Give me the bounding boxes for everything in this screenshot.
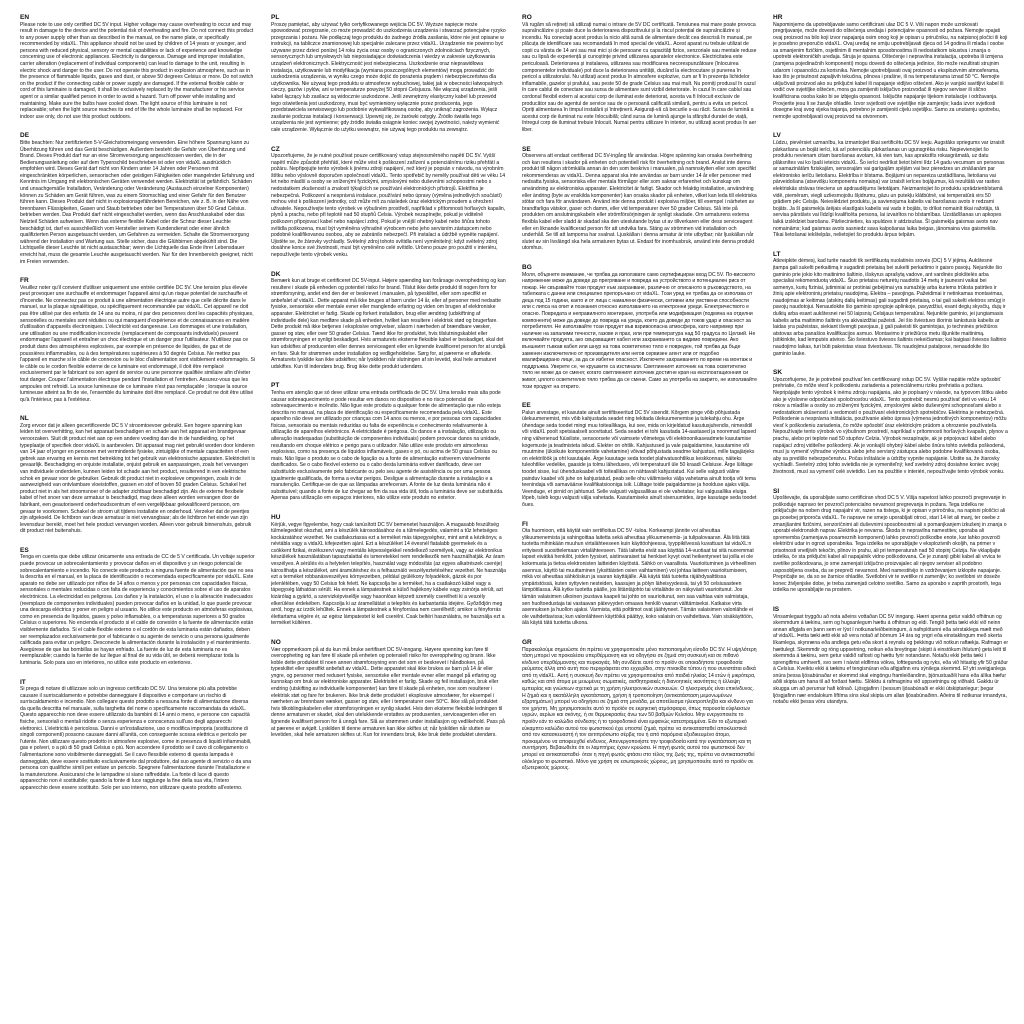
- safety-text: Vinsamlegast tryggðu að nota aðeins vottaðan DC 5V inngang. Hærri spenna getur valdið ofhitnun og skemmdum á tækinu, sem og hugsanlegum hættu á ofhitnun og eldi. Tengið þetta tæki ekki við neinn annan aflgjafa en þann sem er lýst í notkunarleiðbeiningum, á nafnplötunni eða sérstaklega mælt með af vidaXL. Þetta tæki ætti ekki að vera notað af börnum 14 ára og yngri eða einstaklingum með skerta líkamlega, skynræna eða andlega getu eða skort á reynslu og þekkingu við notkun raftækja. Rafmagn er hættulegt. Skemmdir og röng uppsetning, notkun eða breytingar (skipti á einstökum íhlutum) geta leitt til skemmda á tækinu, sem getur valdið raflosti og hættu fyrir notandann. Notaðu ekki þetta tæki í sprengifimu umhverfi, svo sem í návist eldfimra vökva, lofttegunda og ryks, eða við hitastig yfir 50 gráður á Celsíus. Kveiktu ekki á tækinu ef tengisnúran eða aflgjafinn eru sýnilega skemmd. Ef ytri sveigjanlega snúra þessa ljósabúnaðar er skemmd skal eingöngu framleiðandinn, þjónustuaðili hans eða álíka hæfur aðili skipta um hana til að forðast hættu. Slökktu á rafmagninu við uppsetningu og viðhald. Gakktu úr skugga um að perurnar hafi kólnað. Ljósgjafinn í þessum ljósabúnaði er ekki útskiptanlegur; þegar ljósgjafinn nær endalokum líftíma síns skal skipta um allan ljósabúnaðinn. Aðeins til notkunar innandyra, notaðu ekki þessa vöru utandyra.: [773, 613, 1008, 706]
- lang-section-si: [773, 488, 1008, 594]
- lang-code: SE: [522, 145, 531, 153]
- safety-text: Observera att endast certifierad DC 5V-ingång får användas. Högre spänning kan orsaka överhettning och kan resultera i skador på enheten och potentiell risk för överhettning och brand. Anslut inte denna produkt till någon strömkälla annan än den som beskrivs i manualen, på namnskylten eller som specifikt rekommenderas av vidaXL. Denna apparat ska inte användas av barn under 14 år eller personer med nedsatta fysiska, sensoriska eller mentala förmågor eller som saknar erfarenhet och kunskap om användning av elektroniska apparater. Elektricitet är farligt. Skador och felaktig installation, användning eller ändring (byte av enskilda komponenter) kan orsaka skador på enheten, vilket kan leda till elektriska stötar och fara för användaren. Använd inte denna produkt i explosiva miljöer, till exempel i närheten av brandfarliga vätskor, gaser och damm, eller vid temperaturer över 50 grader Celsius. Slå inte på produkten om anslutningskabeln eller strömförsörjningen är synligt skadade. Om armaturens externa flexibla kabel eller sladd är skadad ska den uteslutande bytas ut av tillverkaren eller dess serviceagent eller en liknande kvalificerad person för att undvika fara. Stäng av strömmen vid installation och underhåll. Se till att lamporna har svalnat. Ljuskällan i denna armatur är inte utbytbar; när ljuskällan når slutet av sin livslängd ska hela armaturen bytas ut. Endast för inomhusbruk, använd inte denna produkt utomhus.: [522, 153, 757, 252]
- lang-code: PL: [271, 14, 280, 21]
- lang-section-bg: [522, 264, 757, 390]
- lang-section-de: [20, 132, 255, 265]
- safety-text: Παρακαλούμε σημειώστε ότι πρέπει να χρησιμοποιείτε μόνο πιστοποιημένη είσοδο DC 5V. Η υψηλότερη τάση μπορεί να προκαλέσει υπερθέρμανση και να οδηγήσει σε ζημιά στη συσκευή και σε πιθανό κίνδυνο υπερθέρμανσης και πυρκαγιάς. Μη συνδέετε αυτό το προϊόν σε οποιαδήποτε τροφοδοσία ρεύματος άλλη από αυτή που περιγράφεται στο εγχειρίδιο, στην πινακίδα τύπου ή που συνιστάται ειδικά από τη vidaXL. Αυτή η συσκευή δεν πρέπει να χρησιμοποιείται από παιδιά ηλικίας 14 ετών ή μικρότερα, καθώς και από άτομα με μειωμένες σωματικές, αισθητηριακές ή διανοητικές ικανότητες ή έλλειψη εμπειρίας και γνώσεων σχετικά με τη χρήση ηλεκτρονικών συσκευών. Ο ηλεκτρισμός είναι επικίνδυνος. Η ζημιά και η ακατάλληλη εγκατάσταση, χρήση ή τροποποίηση (αντικατάσταση μεμονωμένων εξαρτημάτων) μπορεί να οδηγήσει σε ζημιά στη μονάδα, με αποτέλεσμα ηλεκτροπληξία και κίνδυνο για τον χρήστη. Μη χρησιμοποιείτε αυτό το προϊόν σε εκρηκτική ατμόσφαιρα, όπως παρουσία εύφλεκτων υγρών, αερίων και σκόνης, ή σε θερμοκρασίες άνω των 50 βαθμών Κελσίου. Μην ενεργοποιείτε το προϊόν εάν το καλώδιο σύνδεσης ή το τροφοδοτικό είναι εμφανώς κατεστραμμένα. Εάν το εξωτερικό εύκαμπτο καλώδιο αυτού του φωτιστικού έχει υποστεί ζημιά, πρέπει να αντικατασταθεί αποκλειστικά από τον κατασκευαστή ή τον αντιπρόσωπο σέρβις του ή από παρόμοια εξειδικευμένο άτομο, προκειμένου να αποφευχθεί κίνδυνος. Απενεργοποιήστε την τροφοδοσία κατά την εγκατάσταση και τη συντήρηση. Βεβαιωθείτε ότι οι λαμπτήρες έχουν κρυώσει. Η πηγή φωτός αυτού του φωτιστικού δεν μπορεί να αντικατασταθεί· όταν η πηγή φωτός φτάσει στο τέλος της ζωής της, πρέπει να αντικατασταθεί ολόκληρο το φωτιστικό. Μόνο για χρήση σε εσωτερικούς χώρους, μη χρησιμοποιείτε αυτό το προϊόν σε εξωτερικούς χώρους.: [522, 646, 757, 772]
- lang-section-gr: [522, 639, 757, 772]
- lang-section-hr: [773, 14, 1008, 120]
- lang-section-ee: [522, 402, 757, 508]
- lang-code: BG: [522, 264, 532, 271]
- safety-text: Kérjük, vegye figyelembe, hogy csak tanúsított DC 5V bemenetet használjon. A magasabb feszültség túlmelegedést okozhat, ami a készülék károsodásához és a túlmelegedés, valamint a tűz lehetséges kockázatához vezethet. Ne csatlakoztassa ezt a terméket más tápegységhez, mint amit a kézikönyv, a névtábla vagy a vidaXL kifejezetten ajánl. Ezt a készüléket 14 évesnél fiatalabb gyermekek és a csökkent fizikai, érzékszervi vagy mentális képességekkel rendelkező személyek, vagy az elektronikus készülékek használatában tapasztalattal és ismeretekkel nem rendelkezők nem használhatják. Az áram veszélyes. A sérülés és a helytelen telepítés, használat vagy módosítás (az egyes alkatrészek cseréje) károsíthatja a készüléket, ami áramütéshez és a felhasználó veszélyeztetéséhez vezethet. Ne használja ezt a terméket robbanásveszélyes környezetben, például gyúlékony folyadékok, gázok és por jelenlétében, vagy 50 Celsius fok felett. Ne kapcsolja be a terméket, ha a csatlakozó kábel vagy a tápegység láthatóan sérült. Ha ennek a lámpatestnek a külső hajlékony kábele vagy zsinórja sérült, azt kizárólag a gyártó, a szervizképviselője vagy hasonlóan képzett személy cserélheti ki a veszély elkerülése érdekében. Kapcsolja ki az áramellátást a telepítés és karbantartás idejére. Győződjön meg arról, hogy az izzók lehűltek. Ennek a lámpatestnek a fényforrása nem cserélhető; amikor a fényforrás élettartama végére ér, az egész lámpatestet ki kell cserélni. Csak beltéri használatra, ne használja ezt a terméket kültéren.: [271, 521, 506, 627]
- lang-section-is: [773, 606, 1008, 706]
- lang-section-hu: [271, 514, 506, 627]
- lang-code: IS: [773, 606, 780, 614]
- lang-section-sk: [773, 369, 1008, 475]
- lang-code: EE: [522, 402, 531, 410]
- safety-text: Bitte beachten: Nur zertifizierten 5-V-Gleichstromeingang verwenden. Eine höhere Spannung kann zu Überhitzung führen und das Gerät beschädigen. Außerdem besteht die Gefahr von Überhitzung und Brand. Dieses Produkt darf nur an eine Stromversorgung angeschlossen werden, die in der Bedienungsanleitung oder auf dem Typenschild beschrieben ist oder von vidaXL ausdrücklich empfohlen wird. Dieses Gerät darf nicht von Kindern unter 14 Jahren oder Personen mit eingeschränkten körperlichen, sensorischen oder geistigen Fähigkeiten oder mangelnder Erfahrung und Kenntnis im Umgang mit elektronischen Geräten verwendet werden. Elektrizität ist gefährlich. Schäden und unsachgemäße Installation, Veränderung oder Veränderung (Austausch einzelner Komponenten) können zu Schäden am Gerät führen, was zu einem Stromschlag und einer Gefahr für den Benutzer führen kann. Dieses Produkt darf nicht in explosionsgefährdeten Bereichen, wie z. B. in der Nähe von brennbaren Flüssigkeiten, Gasen und Staub betrieben oder bei Temperaturen über 50 Grad Celsius. betrieben werden. Das Produkt darf nicht eingeschaltet werden, wenn das Anschlusskabel oder das Netzteil Schäden aufweisen. Wenn das externe flexible Kabel oder die Schnur dieser Leuchte beschädigt ist, darf es ausschließlich vom Hersteller seinem Kundendienst oder einer ähnlich qualifizierten Person ausgetauscht werden, um Gefahren zu vermeiden. Schalte die Stromversorgung während der Installation und Wartung aus. Stelle sicher, dass die Glühbirnen abgekühlt sind. Die Lichtquelle dieser Leuchte ist nicht austauschbar; wenn die Lichtquelle das Ende ihrer Lebensdauer erreicht hat, muss die gesamte Leuchte ausgetauscht werden. Nur für den Innenbereich geeignet, nicht im Freien verwenden.: [20, 139, 255, 265]
- lang-code: HU: [271, 514, 281, 521]
- lang-code: NO: [271, 639, 281, 646]
- lang-section-ro: [522, 14, 757, 134]
- lang-section-pt: [271, 382, 506, 502]
- safety-text: Ota huomioon, että käytät vain sertifioitua DC 5V -tuloa. Korkeampi jännite voi aiheuttaa ylikuumenemista ja vahingoittaa laitetta sekä aiheuttaa ylikuumenemis- ja tulipalovaaran. Älä liitä tätä tuotetta mihinkään muuhun virtalähteeseen kuin käyttöohjeessa, tyyppikilvessä kuvattuun tai vidaXL:n erityisesti suosittelemaan virtalähteeseen. Tätä laitetta eivät saa käyttää 14-vuotiaat tai sitä nuoremmat lapset eivätkä henkilöt, joiden fyysiset, aistinvaraiset tai henkiset kyvyt ovat heikentyneet tai joilla ei ole kokemusta ja tietoa elektronisten laitteiden käytöstä. Sähkö on vaarallista. Vaurioituminen ja virheellinen asennus, käyttö tai muuttaminen (yksittäisten osien vaihtaminen) voi johtaa laitteen vaurioitumiseen, mikä voi aiheuttaa sähköiskun ja vaaran käyttäjälle. Älä käytä tätä tuotetta räjähdysalttiissa ympäristössä, kuten syttyvien nesteiden, kaasujen ja pölyn läheisyydessä, tai yli 50 celsiusasteen lämpötilassa. Älä kytke tuotetta päälle, jos liitäntäjohto tai virtalähde on näkyvästi vaurioitunut. Jos tämän valaisimen ulkoinen joustava kaapeli tai johto on vaurioitunut, sen saa vaihtaa vain valmistaja, sen huoltoedustaja tai vastaavan pätevyyden omaava henkilö vaaran välttämiseksi. Katkaise virta asennuksen ja huollon ajaksi. Varmista, että polttimot ovat jäähtyneet. Tämän valaisimen valonlähde ei ole vaihdettavissa; kun valonlähteen käyttöikä päättyy, koko valaisin on vaihdettava. Vain sisäkäyttöön, älä käytä tätä tuotetta ulkona.: [522, 528, 757, 627]
- safety-text: Zorg ervoor dat je alleen gecertificeerde DC 5 V stroomtoevoer gebruikt. Een hogere spanning kan leiden tot oververhitting, kan het apparaat beschadigen en schade aan het apparaat en brandgevaar veroorzaken. Sluit dit product niet aan op een andere voeding dan die in de handleiding, op het typeplaatje of specifiek door vidaXL is aanbevolen. Dit apparaat mag niet gebruikt worden door kinderen van 14 jaar of jonger en personen met verminderde fysieke, zintuiglijke of mentale capaciteiten of een gebrek aan ervaring en kennis met betrekking tot het gebruik van elektronische apparaten. Elektriciteit is gevaarlijk. Beschadiging en onjuiste installatie, onjuist gebruik en aanpassingen, zoals het vervangen van individuele onderdelen, kunnen leiden tot schade aan het product, resulterend in een elektrische schok en gevaar voor de gebruiker. Gebruik dit product niet in explosieve omgevingen, zoals in de aanwezigheid van ontvlambare vloeistoffen, gassen en stof of boven 50 graden Celsius. Schakel het product niet in als het stroomsnoer of de adapter zichtbaar beschadigd zijn. Als de externe flexibele kabel of het snoer van deze armatuur is beschadigd, mag deze alleen worden vervangen door de fabrikant, een geautoriseerd onderhoudscentrum of een vergelijkbaar gekwalificeerd persoon, om gevaar te voorkomen. Schakel de stroom uit tijdens installatie en onderhoud. Verzeker dat de peertjes zijn afgekoeld. De lichtbron van deze armatuur is niet vervangbaar; als de lichtbron het einde van zijn levensduur bereikt, moet het hele product vervangen worden. Alleen voor gebruik binnenshuis, gebruik dit product niet buitenshuis.: [20, 422, 255, 535]
- lang-code: NL: [20, 415, 29, 423]
- lang-section-se: [522, 146, 757, 252]
- safety-text: Veuillez noter qu'il convient d'utiliser uniquement une entrée certifiée DC 5V. Une tension plus élevée peut provoquer une surchauffe et endommager l'appareil ainsi qu'un risque potentiel de surchauffe et d'incendie. Ne connectez pas ce produit à une alimentation électrique autre que celle décrite dans le manuel, sur la plaque signalétique, ou spécifiquement recommandée par vidaXL. Cet appareil ne doit pas être utilisé par des enfants de 14 ans ou moins, ni par des personnes dont les capacités physiques, sensorielles ou mentales sont réduites ou qui manquent d'expérience et de connaissances en matière d'utilisation d'appareils électroniques. L'électricité est dangereuse. Les dommages et une installation, une utilisation ou une modification incorrecte (remplacement de composants individuels) peuvent endommager l'appareil et entraîner un choc électrique et un danger pour l'utilisateur. N'utilisez pas ce produit dans des atmosphères explosives, par exemple en présence de liquides, de gaz et de poussières inflammables, ou à des températures supérieures à 50 degrés Celsius. Ne mettez pas l'appareil en marche si le câble de connexion ou le bloc d'alimentation sont visiblement endommagés. Si le câble ou le cordon flexible externe de ce luminaire est endommagé, il doit être remplacé exclusivement par le fabricant ou son agent de service ou une personne qualifiée similaire afin d'éviter tout danger. Coupez l'alimentation électrique pendant l'installation et l'entretien. Assurez-vous que les ampoules ont refroidi. La source lumineuse de ce luminaire n'est pas remplaçable ; lorsque la source lumineuse atteint sa fin de vie, l'ensemble du luminaire doit être remplacé. Ce produit ne doit être utilisé qu'à l'intérieur, pas à l'extérieur.: [20, 284, 255, 403]
- lang-code: CZ: [271, 145, 280, 153]
- safety-text: Si prega di notare di utilizzare solo un ingresso certificato DC 5V. Una tensione più alta potrebbe causare il surriscaldamento e potrebbe danneggiare il dispositivo e comportare un rischio di surriscaldamento e incendio. Non collegare questo prodotto a nessuna fonte di alimentazione diversa da quella descritta nel manuale, sulla targhetta del nome o specificamente raccomandata da vidaXL. Questo apparecchio non deve essere utilizzato da bambini di 14 anni o meno, e persone con capacità fisiche, sensoriali o mentali ridotte o senza esperienza e conoscenza sull'uso degli apparecchi elettronici. L'elettricità è pericolosa. Danni e un'installazione, uso o modifica impropria (sostituzione di singoli componenti) possono causare danni all'unità, con conseguente scossa elettrica e pericolo per l'utente. Non utilizzare questo prodotto in atmosfere esplosive, come in presenza di liquidi infiammabili, gas e polveri, o a più di 50 gradi Celsius o più. Non accendere il prodotto se il cavo di collegamento o l'alimentazione sono visibilmente danneggiati. Se il cavo flessibile esterno di questa lampada è danneggiato, deve essere sostituito esclusivamente dal produttore, dal suo agente di servizio o da una persona con qualifiche simili per evitare un pericolo. Spegnere l'alimentazione durante l'installazione e la manutenzione. Assicurarsi che le lampadine si siano raffreddate. La fonte di luce di questo apparecchio non è sostituibile; quando la fonte di luce raggiunge la fine della sua vita, l'intero apparecchio deve essere sostituito. Solo per uso interno, non utilizzare questo prodotto all'esterno.: [20, 686, 252, 791]
- safety-text: Upozorňujeme, že je potrebné používať len certifikovaný vstup DC 5V. Vyššie napätie môže spôsobiť prehriatie, čo môže viesť k poškodeniu zariadenia a potenciálnemu riziku prehriatia a požiaru. Nepripájajte tento výrobok k inému zdroju napájania, ako je popísaný v návode, na typovom štítku alebo ako je výslovne odporúčané spoločnosťou vidaXL. Tento spotrebič nesmú používať deti vo veku 14 rokov a mladšie a osoby so zníženými fyzickými, zmyslovými alebo duševnými schopnosťami alebo s nedostatkom skúseností a vedomostí o používaní elektronických spotrebičov. Elektrina je nebezpečná. Poškodenie a nesprávna inštalácia, používanie alebo úprava (výmena jednotlivých komponentov) môžu viesť k poškodeniu zariadenia, čo môže spôsobiť úraz elektrickým prúdom a ohrozenie používateľa. Nepoužívajte tento výrobok vo výbušnom prostredí, napríklad v prítomnosti horľavých kvapalín, plynov a prachu, alebo pri teplote nad 50 stupňov Celzia. Výrobok nezapínajte, ak je pripojovací kábel alebo napájací zdroj viditeľne poškodený. Ak je vonkajší ohybný kábel alebo šnúra tohto svietidla poškodená, musí ju vymeniť výhradne výrobca alebo jeho servisný zástupca alebo podobne kvalifikovaná osoba, aby sa predišlo nebezpečenstvu. Počas inštalácie a údržby vypnite napájanie. Uistite sa, že žiarovky vychladli. Svetelný zdroj tohto svietidla nie je vymeniteľný; keď svetelný zdroj dosiahne koniec svojej životnosti, musí sa vymeniť celé svietidlo. Len na použitie v interiéri, nepoužívajte tento výrobok vonku.: [773, 376, 1008, 476]
- safety-text: Vă rugăm să rețineți să utilizați numai o intrare de 5V DC certificată. Tensiunea mai mare poate provoca supraîncălzire și poate duce la deteriorarea dispozitivului și la riscul potențial de supraîncălzire și incendiu. Nu conectați acest produs la nicio altă sursă de alimentare decât cea descrisă în manual, pe plăcuța de identificare sau recomandată în mod special de vidaXL. Acest aparat nu trebuie utilizat de copii cu vârsta de 14 ani sau mai mici și de persoane cu capacități fizice, senzoriale sau mentale reduse sau cu lipsă de experiență și cunoștințe privind utilizarea aparatelor electronice. Electricitatea este periculoasă. Deteriorarea și instalarea, utilizarea sau modificarea necorespunzătoare (înlocuirea componentelor individuale) pot duce la deteriorarea unității, ducând la electrocutare și punerea în pericol a utilizatorului. Nu utilizați acest produs în atmosfere explozive, cum ar fi în prezența lichidelor inflamabile, gazelor și prafului, sau peste 50 de grade Celsius sau mai mult. Nu porniți produsul în cazul în care cablul de conectare sau sursa de alimentare sunt vizibil deteriorate. În cazul în care cablul sau cordonul flexibil extern al acestui corp de iluminat este deteriorat, acesta va fi înlocuit exclusiv de producător sau de agentul de service sau de o persoană calificată similară, pentru a evita un pericol. Opriți alimentarea în timpul instalării și întreținerii. Asigurați-vă că becurile s-au răcit. Sursa de lumină a acestui corp de iluminat nu este înlocuibilă; când sursa de lumină ajunge la sfârșitul duratei de viață, întregul corp de iluminat trebuie înlocuit. Numai pentru utilizare în interior, nu utilizați acest produs în aer liber.: [522, 21, 757, 133]
- lang-code: DE: [20, 132, 30, 140]
- column-4: [773, 14, 1008, 1012]
- safety-text: Napominjemo da upotrebljavate samo certificirani ulaz DC 5 V. Viši napon može uzrokovati pregrijavanje, može dovesti do oštećenja uređaja i potencijalne opasnosti od požara. Nemojte spajati ovaj proizvod na bilo koji izvor napajanja osim onog koji je opisan u priručniku, na natpisnoj pločici ili koji je posebno preporučio vidaXL. Ovaj uređaj ne smiju upotrebljavati djeca od 14 godina ili mlađa i osobe sa smanjenim fizičkim, osjetilnim ili mentalnim sposobnostima ili nedostatkom iskustva i znanja o upotrebi elektroničkih uređaja. Struja je opasna. Oštećenje i nepravilna instalacija, upotreba ili izmjena (zamjena pojedinačnih komponenti) mogu dovesti do oštećenja jedinice, što može rezultirati strujnim udarom i opasnošću za korisnika. Nemojte upotrebljavati ovaj proizvod u eksplozivnim atmosferama, kao što je prisutnost zapaljivih tekućina, plinova i prašine, ili na temperaturama iznad 50 °C. Nemojte uključivati proizvod ako su priključni kabel ili napajanje vidljivo oštećeni. Ako je vanjski savitljivi kabel ili vodič ove svjetiljke oštećen, mora ga zamijeniti isključivo proizvođač ili njegov serviser ili slično kvalificirana osoba kako bi se izbjegla opasnost. Isključite napajanje tijekom instalacije i održavanja. Provjerite jesu li se žarulje ohladile. Izvor svjetlosti ove svjetiljke nije zamjenjiv; kada izvor svjetlosti dosegne kraj svog vijeka trajanja, potrebno je zamijeniti cijelu svjetiljku. Samo za unutarnju upotrebu, nemojte upotrebljavati ovaj proizvod na otvorenom.: [773, 21, 1008, 120]
- safety-text: Vær oppmerksom på at du kun må bruke sertifisert DC 5V-inngang. Høyere spenning kan føre til overoppheting og kan føre til skade på enheten og potensiell risiko for overoppheting og brann. Ikke koble dette produktet til noen annen strømforsyning enn det som er beskrevet i håndboken, på typeskiltet eller spesifikt anbefalt av vidaXL. Dette apparatet skal ikke brukes av barn på 14 år eller yngre, og personer med redusert fysiske, sensoriske eller mentale evner eller mangel på erfaring og kunnskap om bruk av elektroniske apparater. Elektrisitet er farlig. Skade og feil installasjon, bruk eller endring (utskifting av individuelle komponenter) kan føre til skade på enheten, noe som resulterer i elektrisk støt og fare for brukeren. Ikke bruk dette produktet i eksplosive atmosfærer, for eksempel i nærheten av brennbare væsker, gasser og støv, eller i temperaturer over 50°C. Ikke slå på produktet hvis tilkoblingskabelen eller strømforsyningen er synlig skadet. Hvis den eksterne fleksible ledningen til denne armaturen er skadet, skal den utelukkende erstattes av produsenten, serviceagenten eller en lignende kvalifisert person for å unngå fare. Slå av strømmen under installasjon og vedlikehold. Pass på at pærene er avkjølt. Lyskilden til denne armaturen kan ikke skiftes ut; når lyskilden når slutten av levetiden, skal hele armaturen skiftes ut. Kun for innendørs bruk, ikke bruk dette produktet utendørs.: [271, 646, 505, 739]
- lang-section-it: [20, 679, 255, 792]
- safety-text: Palun arvestage, et kasutate ainult sertifitseeritud DC 5V sisendit. Kõrgem pinge võib põhjustada ülekuumenemist, mis võib kahjustada seadet ning tekitada ülekuumenemise ja tulekahju ohu. Ärge ühendage seda toodet mingi muu toiteallikaga, kui see, mida on kirjeldatud kasutusjuhendis, nimesildil või vidaXL poolt spetsiaalselt soovitatud. Seda seadet ei tohi kasutada 14-aastased ja nooremad lapsed ning vähenenud füüsiliste, sensoorsete või vaimsete võimetega või elektroonikaseadmete kasutamise kogemuste ja teadmisteta isikud. Elekter on ohtlik. Kahjustused ja vale paigaldamine, kasutamine või muutmine (üksikute komponentide vahetamine) võivad põhjustada seadme kahjustusi, mille tagajärjeks on elektrilöök ja oht kasutajale. Ärge kasutage seda toodet plahvatusohtlikus keskkonnas, näiteks tuleohtlike vedelike, gaaside ja tolmu läheduses, või temperatuuril üle 50 kraadi Celsiuse. Ärge lülitage toodet sisse, kui ühenduskaabel või toiteallikas on nähtavalt kahjustatud. Kui selle valgusti väline painduv kaabel või juhe on kahjustatud, peab selle ohu vältimiseks välja vahetama ainult tootja või tema teenindaja või samaväärse kvalifikatsiooniga isik. Lülitage toide paigaldamise ja hoolduse ajaks välja. Veenduge, et pirnid on jahtunud. Selle valgusti valgusallikas ei ole vahetatav; kui valgusallika eluiga lõpeb, tuleb kogu valgusti välja vahetada. Kasutamiseks ainult siseruumides, ärge kasutage seda toodet õues.: [522, 409, 757, 508]
- lang-code: FR: [20, 277, 29, 285]
- safety-text: Proszę pamiętać, aby używać tylko certyfikowanego wejścia DC 5V. Wyższe napięcie może spowodować przegrzanie, co może prowadzić do uszkodzenia urządzenia i stwarzać potencjalne ryzyko przegrzania i pożaru. Nie podłączaj tego produktu do żadnego źródła zasilania, które nie jest opisane w instrukcji, na tabliczce znamionowej lub specjalnie zalecane przez vidaXL. Urządzenie nie powinno być używane przez dzieci poniżej 14 roku życia oraz osoby o ograniczonych zdolnościach fizycznych, sensorycznych lub umysłowych lub nieposiadające doświadczenia i wiedzy w zakresie użytkowania urządzeń elektronicznych. Elektryczność jest niebezpieczna. Uszkodzenie oraz nieprawidłowa instalacja, użytkowanie lub modyfikacja (wymiana poszczególnych elementów) mogą prowadzić do uszkodzenia urządzenia, w wyniku czego może dojść do porażenia prądem i niebezpieczeństwa dla użytkownika. Nie używaj tego produktu w atmosferze wybuchowej, takiej jak w obecności łatwopalnych cieczy, gazów i pyłów, ani w temperaturze powyżej 50 stopni Celsjusza. Nie włączaj urządzenia, jeśli kabel łączący lub zasilacz są widocznie uszkodzone. Jeśli zewnętrzny elastyczny kabel lub przewód tego oświetlenia jest uszkodzony, musi być wymieniony wyłącznie przez producenta, jego przedstawiciela serwisowego lub podobnie wykwalifikowaną osobę, aby uniknąć zagrożenia. Wyłącz zasilanie podczas instalacji i konserwacji. Upewnij się, że żarówki ostygły. Źródło światła tego urządzenia nie jest wymienne; gdy źródło światła osiągnie koniec swojej żywotności, należy wymienić całe urządzenie. Wyłącznie do użytku wewnątrz, nie używaj tego produktu na zewnątrz.: [271, 21, 506, 133]
- safety-text: Upoštevajte, da uporabljate samo certificiran vhod DC 5 V. Višja napetost lahko povzroči pregrevanje in poškoduje napravo ter povzroči potencialno nevarnost pregrevanja in požara. Tega izdelka ne priključujte na noben drug napajalni vir, razen na tistega, ki je opisan v priročniku, na napisni ploščici ali ga posebej priporoča vidaXL. Te naprave ne smejo uporabljati otroci, stari 14 let ali manj, ter osebe z zmanjšanimi fizičnimi, senzoričnimi ali duševnimi sposobnostmi ali s pomanjkanjem izkušenj in znanja o uporabi elektronskih naprav. Elektrika je nevarna. Škoda in nepravilna namestitev, uporaba ali sprememba (zamenjava posameznih komponent) lahko povzroči poškodbe enote, kar lahko povzroči električni udar in ogrozi uporabnika. Tega izdelka ne uporabljajte v eksplozivnih okoljih, na primer v prisotnosti vnetljivih tekočin, plinov in prahu, ali pri temperaturah nad 50 stopinj Celzija. Ne vklapljajte izdelka, če sta priključni kabel ali napajalnik vidno poškodovana. Če je zunanji gibki kabel ali vrvica te svetilke poškodovana, jo sme zamenjati izključno proizvajalec ali njegov serviser ali podobno usposobljena oseba, da se prepreči nevarnost. Med namestitvijo in vzdrževanjem izklopite napajanje. Prepričajte se, da so se žarnice ohladile. Svetlobni vir te svetilke ni zamenljiv; ko svetlobni vir doseže konec življenjske dobe, je treba zamenjati celotno svetilko. Samo za uporabo v zaprtih prostorih, tega izdelka ne uporabljajte na prostem.: [773, 495, 1007, 594]
- safety-text: Tenga en cuenta que debe utilizar únicamente una entrada de CC de 5 V certificada. Un voltaje superior puede provocar un sobrecalentamiento y provocar daños en el dispositivo y un riesgo potencial de sobrecalentamiento e incendio. No conecte este producto a ninguna fuente de alimentación que no sea la descrita en el manual, en la placa de identificación o recomendada específicamente por vidaXL. Este aparato no debe ser utilizado por niños de 14 años o menos y por personas con capacidades físicas, sensoriales o mentales reducidas o con falta de experiencia y conocimientos sobre el uso de aparatos electrónicos. La electricidad es peligrosa. Los daños y la instalación, el uso o la alteración inadecuados (reemplazo de componentes individuales) pueden provocar daños en la unidad, lo que puede provocar una descarga eléctrica y poner en peligro al usuario. No utilice este producto en atmósferas explosivas, como en presencia de líquidos, gases y polvo inflamables, o a temperaturas superiores a 50 grados Celsius o superiores. No encienda el producto si el cable de conexión o la fuente de alimentación están visiblemente dañados. Si el cable flexible externo o el cordón de esta luminaria están dañados, deben ser reemplazados exclusivamente por el fabricante o su agente de servicio o una persona igualmente calificada para evitar un peligro. Desconecte la alimentación durante la instalación y el mantenimiento. Asegúrese de que las bombillas se hayan enfriado. La fuente de luz de esta luminaria no es reemplazable; cuando la fuente de luz llegue al final de su vida útil, se deberá reemplazar toda la luminaria. Solo para uso en interiores, no utilice este producto en exteriores.: [20, 554, 255, 666]
- lang-section-lt: [773, 251, 1008, 357]
- lang-section-fi: [522, 521, 757, 627]
- lang-section-nl: [20, 415, 255, 535]
- lang-section-en: [20, 14, 255, 120]
- safety-text: Please note to use only certified DC 5V input. Higher voltage may cause overheating to occur and may result in damage to the device and the potential risk of overheating and fire. Do not connect this product to any power supply other than as described in the manual, on the name plate, or specifically recommended by vidaXL. This appliance should not be used by children of 14 years or younger, and persons with reduced physical, sensory or mental capabilities or lack of experience and knowledge concerning use of electronic appliances. Electricity is dangerous. Damage and improper installation, carrier alteration (replacement of individual components) can lead to damage to the unit, resulting in electric shock and danger to the user. Do not operate this product in explosion atmosphere, such as in the presence of flammable liquids, gases and dust, or above 50 degrees Celsius or more. Do not switch on the product if the connecting cable or power supply are damaged. If the external flexible cable or cord of this luminaire is damaged, it shall be exclusively replaced by the manufacturer or his service agent or a similar qualified person in order to avoid a hazard. Turn off power while installing and maintaining. Make sure the bulbs have cooled down. The light source of this luminaire is not replaceable; when the light source reaches its end of life the whole luminaire shall be replaced. For indoor use only, do not use this product outdoors.: [20, 21, 254, 120]
- column-3: [522, 14, 757, 1012]
- lang-code: EN: [20, 14, 30, 21]
- lang-code: FI: [522, 520, 528, 528]
- lang-section-dk: [271, 271, 506, 371]
- safety-text: Bemærk kun at bruge et certificeret DC 5V-input. Højere spænding kan forårsage overophedning og kan resultere i skade på enheden og potentiel risiko for brand. Tilslut ikke dette produkt til nogen form for strømforsyning, andet end den der er beskrevet i manualen, på typeskiltet, eller som specifikt er anbefalet af vidaXL. Dette apparat må ikke bruges af børn under 14 år, eller af personer med nedsatte fysiske, sensoriske eller mentale evner eller manglende erfaring og viden om brugen af elektroniske apparater. Elektricitet er farlig. Skade og forkert installation, brug eller ændring (udskiftning af individuelle dele) kan medføre skade på enheden, hvilket kan resultere i elektrisk stød og brugerfare. Dette produkt må ikke betjenes i eksplosive omgivelser, såsom i nærheden af brændbare væsker, gasser og støv, eller over 50 grader Celsius. Tænd ikke for produktet, hvis tilslutningskablet eller strømforsyningen er synligt beskadiget. Hvis armaturets eksterne fleksible kabel er beskadiget, skal det kun udskiftes af producenten eller dennes serviceagent eller en lignende kvalificeret person for at undgå en fare. Sluk for strømmen under installation og vedligeholdelse. Sørg for, at pærerne er afkølede. Armaturets lyskilde kan ikke udskiftes; når lyskilden når slutningen af sin levetid, skal hele armaturet udskiftes. Kun til indendørs brug. Brug ikke dette produkt udendørs.: [271, 278, 506, 370]
- lang-code: ES: [20, 546, 29, 554]
- lang-section-cz: [271, 146, 506, 259]
- lang-section-no: [271, 639, 506, 739]
- lang-code: IT: [20, 678, 26, 686]
- lang-code: PT: [271, 382, 280, 390]
- lang-section-lv: [773, 132, 1008, 238]
- lang-section-fr: [20, 277, 255, 403]
- safety-text: Atkreipkite dėmesį, kad turite naudoti tik sertifikuotą nuolatinės srovės (DC) 5 V įėjimą. Aukštesnė įtampa gali sukelti perkaitimą ir sugadinti prietaisą bei sukelti perkaitimo ir gaisro pavojų. Nejunkite šio gaminio prie jokio kito maitinimo šaltinio, išskyrus aprašytą vadove, ant vardinės plokštelės arba specialiai rekomenduotą vidaXL. Šiuo prietaisu neturėtų naudotis 14 metų ir jaunesni vaikai bei asmenys, kurių fiziniai, jutiminiai ar protiniai gebėjimai yra sumažėję arba kuriems trūksta patirties ir žinių apie elektroninių prietaisų naudojimą. Elektra – pavojinga. Pažeidimai ir netinkamas montavimas, naudojimas ar keitimas (atskirų dalių keitimas) gali sugadinti prietaisą, o tai gali sukelti elektros smūgį ir pavojų naudotojui. Nenaudokite šio gaminio sprogioje aplinkoje, pavyzdžiui, esant degių skysčių, dujų ir dulkių arba esant aukštesnei nei 50 laipsnių Celsijaus temperatūrai. Nejunkite gaminio, jei jungiamasis kabelis arba maitinimo šaltinis yra akivaizdžiai pažeisti. Jei šio šviestuvo išorinis lankstusis kabelis ar laidas yra pažeistas, siekiant išvengti pavojaus, jį gali pakeisti tik gamintojas, jo techninės priežiūros atstovas arba panašios kvalifikacijos asmuo. Montavimo ir priežiūros metu išjunkite maitinimą. Įsitikinkite, kad lemputės atvėso. Šio šviestuvo šviesos šaltinis nekeičiamas; kai baigiasi šviesos šaltinio naudojimo laikas, turi būti pakeistas visas šviestuvas. Tik naudojimui patalpose, nenaudokite šio gaminio lauke.: [773, 258, 1007, 357]
- safety-text: Tenha em atenção que só deve utilizar uma entrada certificada de DC 5V. Uma tensão mais alta pode causar sobreaquecimento e pode resultar em danos no dispositivo e no risco potencial de sobreaquecimento e incêndio. Não ligue este produto a qualquer fonte de alimentação que não esteja descrita no manual, na placa de identificação ou especificamente recomendada pela vidaXL. Este aparelho não deve ser utilizado por crianças com 14 anos ou menos, e por pessoas com capacidades físicas, sensoriais ou mentais reduzidas ou falta de experiência e conhecimento relativamente à utilização de aparelhos eletrónicos. A eletricidade é perigosa. Os danos e a instalação, utilização ou alteração inadequadas (substituição de componentes individuais) podem provocar danos na unidade, resultando em choque elétrico e perigo para o utilizador. Não utilize este produto em atmosferas explosivas, como na presença de líquidos inflamáveis, gases e pó, ou acima de 50 graus Celsius ou mais. Não ligue o produto se o cabo de ligação ou a fonte de alimentação estiverem visivelmente danificados. Se o cabo flexível externo ou o cabo desta luminária estiver danificado, deve ser substituído exclusivamente pelo fabricante ou pelo seu agente de assistência ou por uma pessoa igualmente qualificada, de forma a evitar perigos. Desligue a alimentação durante a instalação e a manutenção. Certifique-se de que as lâmpadas arrefeceram. A fonte de luz desta luminária não é substituível; quando a fonte de luz chegar ao fim da sua vida útil, toda a luminária deve ser substituída. Apenas para utilização em espaços interiores, não utilize este produto no exterior.: [271, 389, 504, 502]
- column-1: [20, 14, 255, 1012]
- safety-text: Upozorňujeme, že je nutné používat pouze certifikovaný vstup stejnosměrného napětí DC 5V. Vyšší napětí může způsobit přehřátí, které může vést k poškození zařízení a potenciálnímu riziku přehřátí a požáru. Nepřipojujte tento výrobek k jinému zdroji napájení, než který je popsán v návodu, na výrobním štítku nebo výslovně doporučen společností vidaXL. Tento spotřebič by neměly používat děti ve věku 14 let nebo mladší a osoby se sníženými fyzickými, smyslovými nebo duševními schopnostmi nebo s nedostatkem zkušeností a znalostí týkajících se používání elektronických přístrojů. Elektřina je nebezpečná. Poškození a nesprávná instalace, používání nebo úpravy (výměna jednotlivých součástí) mohou vést k poškození jednotky, což může mít za následek úraz elektrickým proudem a ohrožení uživatele. Nepoužívejte tento výrobek ve výbušném prostředí, například v přítomnosti hořlavých kapalin, plynů a prachu, nebo při teplotě nad 50 stupňů Celsia. Výrobek nezapínejte, pokud je viditelně poškozen připojovací kabel nebo napájecí zdroj. Pokud je vnější ohebný kabel nebo šňůra tohoto svítidla poškozena, musí být vyměněna výhradně výrobcem nebo jeho servisním zástupcem nebo podobně kvalifikovanou osobou, aby se zabránilo nebezpečí. Při instalaci a údržbě vypněte napájení. Ujistěte se, že žárovky vychladly. Světelný zdroj tohoto svítidla není vyměnitelný; když světelný zdroj dosáhne konce své životnosti, musí být vyměněno celé svítidlo. Určeno pouze pro použití v interiéru, nepoužívejte tento výrobek venku.: [271, 153, 506, 258]
- lang-code: SK: [773, 369, 783, 377]
- lang-section-es: [20, 547, 255, 667]
- lang-code: RO: [522, 14, 532, 21]
- lang-section-pl: [271, 14, 506, 134]
- lang-code: HR: [773, 14, 783, 21]
- lang-code: LV: [773, 132, 781, 140]
- safety-text: Lūdzu, pievērsiet uzmanību, ka izmantojiet tikai sertificētu DC 5V ieeju. Augstāks spriegums var izraisīt pārkaršanu un bojāt ierīci, kā arī potenciālu pārkaršanas un ugunsgrēka risku. Nepievienojiet šo produktu nevienam citam barošanas avotam, kā vien tam, kas aprakstīts rokasgrāmatā, uz datu plāksnītes vai ko īpaši ieteicis vidaXL. Šo ierīci nedrīkst lietot bērni līdz 14 gadu vecumam un personas ar samazinātām fiziskajām, sensorajām vai garīgajām spējām vai bez pieredzes un zināšanām par elektronisko ierīču lietošanu. Elektrība ir bīstama. Bojājumi un nepareiza uzstādīšana, lietošana vai pārveidošana (atsevišķu komponentu nomaiņa) var izraisīt ierīces bojājumus, kā rezultātā var rasties elektriskās strāvas trieciens un apdraudējums lietotājam. Neizmantojiet šo produktu sprādzienbīstamā vidē, piemēram, viegli uzliesmojošu šķidrumu, gāzu un putekļu klātbūtnē, vai temperatūrā virs 50 grādiem pēc Celsija. Neieslēdziet produktu, ja savienojuma kabelis vai barošanas avots ir redzami bojāts. Ja šī gaismekļa ārējais elastīgais kabelis vai vads ir bojāts, to drīkst nomainīt tikai ražotājs, tā servisa pārstāvis vai līdzīgi kvalificēta persona, lai izvairītos no bīstamības. Uzstādīšanas un apkopes laikā izslēdziet barošanu. Pārliecinieties, ka spuldzes ir atdzisušas. Šī gaismekļa gaismas avots nav nomaināms; kad gaismas avots sasniedz sava kalpošanas laika beigas, jānomaina viss gaismeklis. Tikai lietošanai iekštelpās, nelietojiet šo produktu ārpus telpām.: [773, 139, 1005, 239]
- column-2: [271, 14, 506, 1012]
- lang-code: GR: [522, 639, 532, 646]
- safety-text: Моля, обърнете внимание, че трябва да използвате само сертифициран вход DC 5V. По-високото напрежение може да доведе до прегряване и повреда на устройството и потенциален риск от пожар. Не свързвайте този продукт към захранване, различно от описаното в ръководството, на табелката с данни или специално препоръчано от vidaXL. Този уред не трябва да се използва от деца под 15 години, както и от лица с намалени физически, сетивни или умствени способности или с липса на опит и познания относно използването на електронни уреди. Електричеството е опасно. Повредата и неправилното монтиране, употреба или модификация (подмяна на отделни компоненти) може да доведе до повреда на уреда, което да доведе до токов удар и опасност за потребителя. Не използвайте този продукт във взривоопасна атмосфера, като например при наличие на запалими течности, газове и прах, или при температура над 50 градуса по Целзий. Не включвайте продукта, ако свързващият кабел или захранването са видимо повредени. Ако външният гъвкав кабел или шнур на това осветително тяло е повреден, той трябва да бъде заменен изключително от производителя или негов сервизен агент или от подобно квалифицирано лице, за да се избегне опасност. Изключете захранването по време на монтаж и поддръжка. Уверете се, че крушките са изстинали. Светлинният източник на това осветително тяло не може да се сменя; когато светлинният източник достигне края на експлоатационния си живот, цялото осветително тяло трябва да се смени. Само за употреба на закрито, не използвайте този продукт на открито.: [522, 271, 757, 390]
- lang-code: LT: [773, 250, 781, 258]
- lang-code: SI: [773, 487, 780, 495]
- lang-code: DK: [271, 270, 281, 278]
